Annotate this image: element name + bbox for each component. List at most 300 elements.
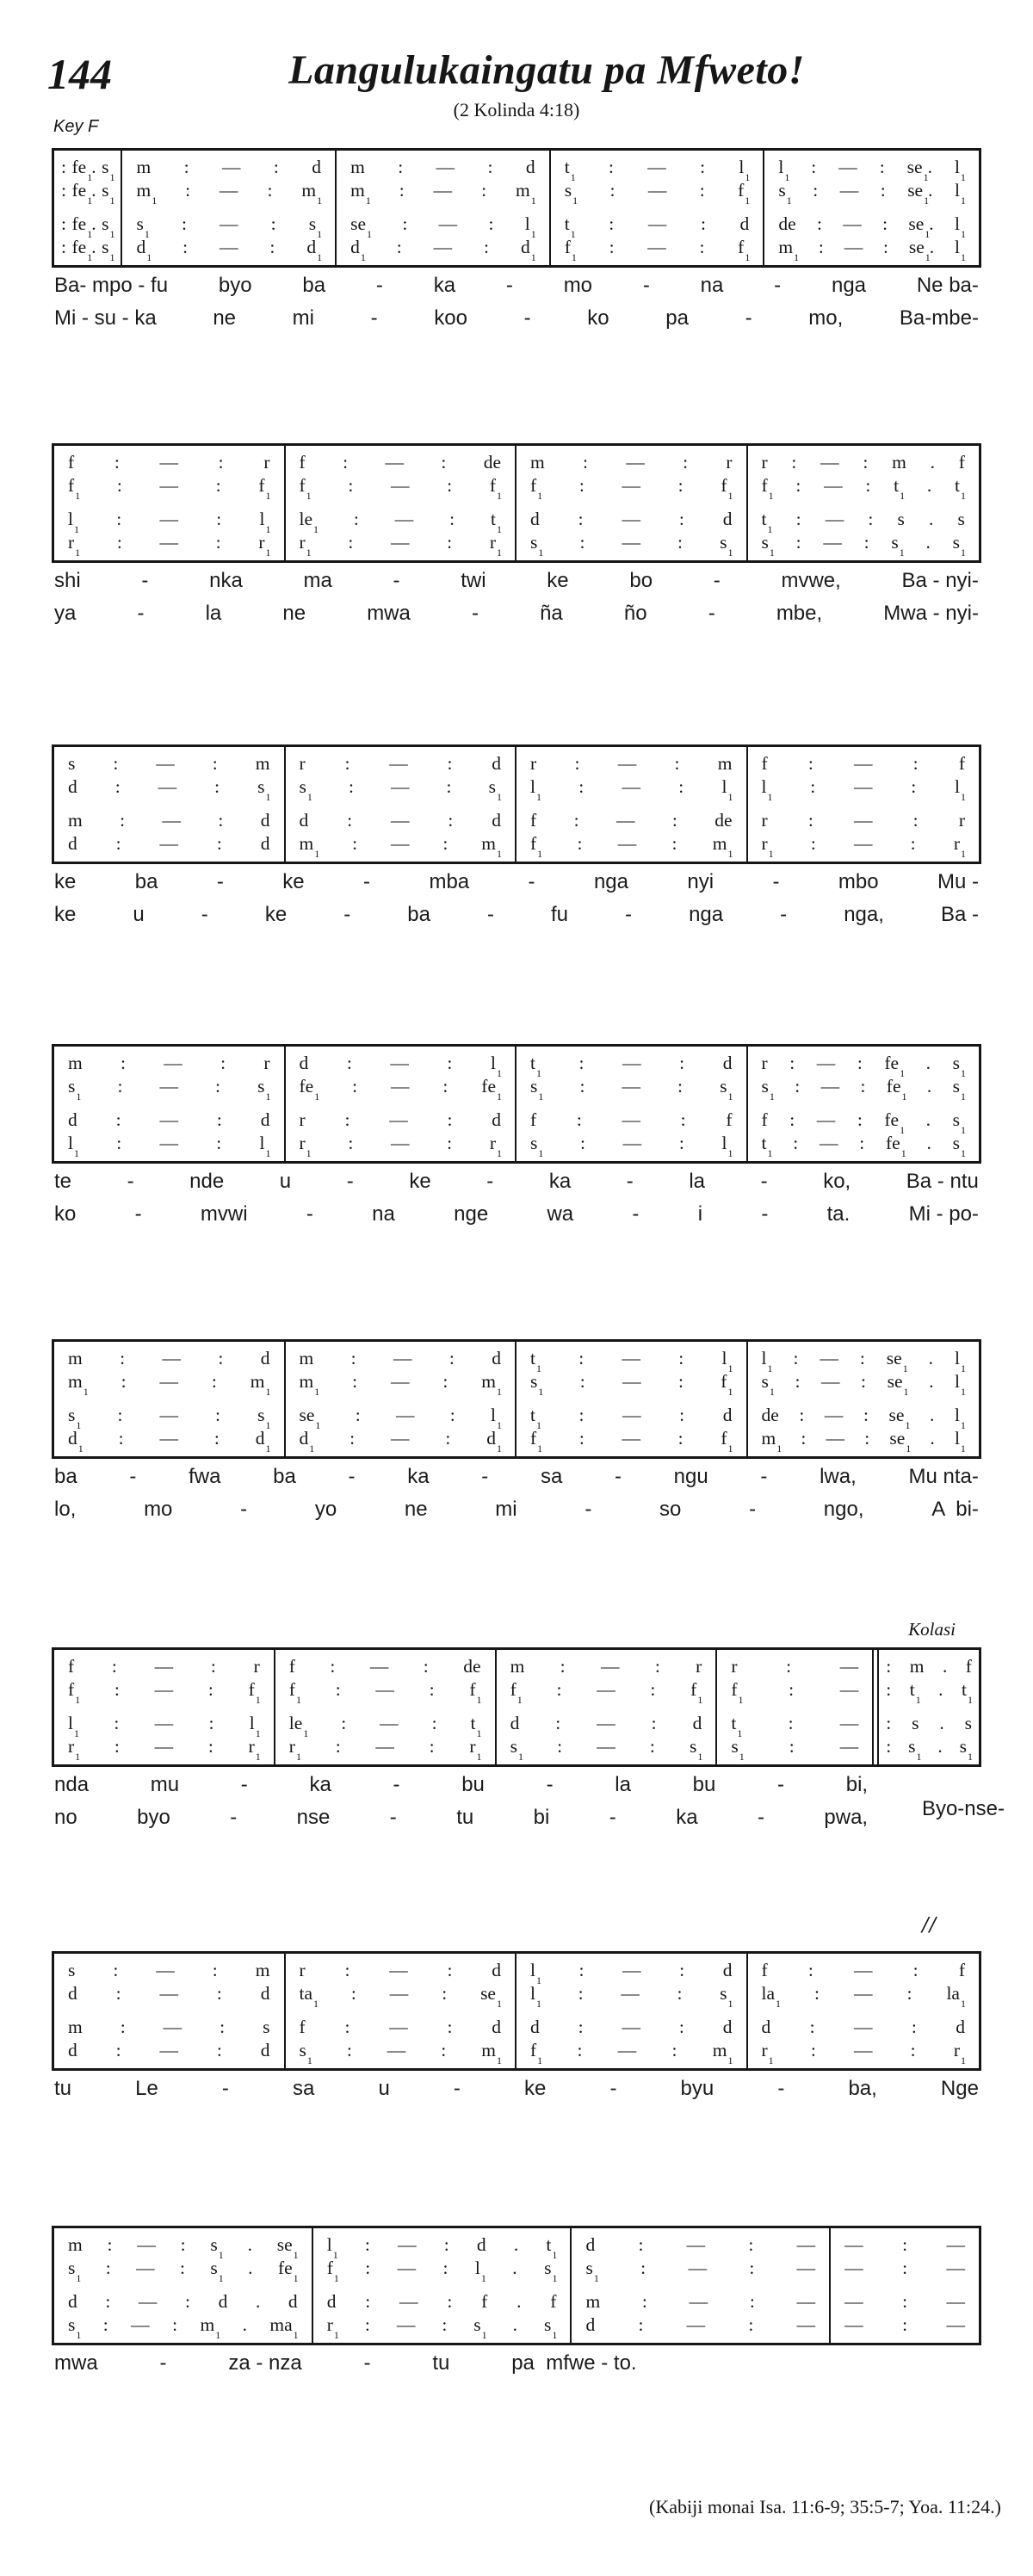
- notation-cell: [530, 775, 733, 804]
- solfa-token: d: [260, 1109, 270, 1130]
- solfa-token: :: [115, 1983, 121, 2004]
- solfa-token: —: [854, 753, 873, 774]
- solfa-token: :: [447, 753, 453, 774]
- lyric-syllable: mi: [292, 306, 314, 330]
- solfa-token: $r_1$: [288, 1736, 301, 1764]
- solfa-token: —: [380, 1713, 399, 1733]
- solfa-token: —: [436, 157, 455, 177]
- solfa-token: —: [622, 1960, 641, 1980]
- solfa-token: $d_1$: [486, 1428, 502, 1455]
- solfa-token: $s_1$: [720, 1983, 733, 2011]
- solfa-token: d: [260, 810, 270, 831]
- lyric-syllable: nga: [831, 274, 867, 297]
- solfa-token: :: [114, 1713, 120, 1733]
- solfa-token: $f_1$: [738, 180, 751, 207]
- solfa-token: $s_1$: [530, 532, 544, 559]
- solfa-token: :: [341, 1713, 347, 1733]
- notation-cell: [299, 775, 502, 804]
- solfa-token: $s_1$: [908, 1736, 922, 1764]
- solfa-token: $l_1$: [721, 1133, 733, 1160]
- solfa-token: :: [886, 1713, 892, 1733]
- notation-cell: [68, 531, 271, 559]
- solfa-token: —: [838, 157, 857, 177]
- solfa-token: :: [789, 1053, 795, 1073]
- solfa-token: r: [761, 1053, 768, 1073]
- solfa-token: —: [391, 475, 410, 496]
- solfa-token: :: [364, 2314, 370, 2335]
- solfa-token: $r_1$: [68, 532, 81, 559]
- solfa-token: $t_1$: [564, 213, 576, 241]
- measure-column: [54, 747, 286, 862]
- solfa-token: :: [111, 1656, 117, 1677]
- solfa-token: $f_1$: [469, 1679, 482, 1707]
- lyric-syllable: bo: [629, 569, 653, 592]
- lyrics-line: [54, 1170, 979, 1202]
- lyric-syllable: tu: [432, 2351, 450, 2375]
- solfa-token: .: [939, 1713, 944, 1733]
- solfa-token: :: [868, 509, 874, 529]
- solfa-token: f: [726, 1109, 733, 1130]
- solfa-token: $l_1$: [721, 776, 733, 804]
- solfa-token: d: [492, 810, 501, 831]
- notation-cell: [564, 179, 751, 207]
- solfa-token: :: [120, 1348, 126, 1368]
- lyrics-line: [54, 2351, 637, 2384]
- solfa-token: $l_1$: [761, 1348, 773, 1375]
- solfa-token: $f_1$: [530, 2040, 543, 2067]
- solfa-token: —: [854, 1960, 873, 1980]
- lyric-syllable: -: [389, 1806, 397, 1829]
- notation-cell: [530, 1959, 733, 1987]
- solfa-token: —: [398, 2234, 417, 2255]
- notation-grid: [52, 1647, 981, 1767]
- solfa-token: :: [423, 1656, 429, 1677]
- solfa-token: $r_1$: [299, 1133, 312, 1160]
- lyric-syllable: byu: [680, 2077, 714, 2100]
- solfa-token: f: [288, 1656, 295, 1677]
- solfa-token: :: [574, 753, 580, 774]
- solfa-token: $se_1$: [886, 1348, 908, 1375]
- solfa-token: —: [622, 1405, 641, 1425]
- solfa-token: :: [481, 180, 487, 201]
- solfa-token: $m_1$: [68, 1371, 89, 1399]
- lyric-syllable: -: [230, 1806, 238, 1829]
- solfa-token: :: [818, 237, 824, 257]
- lyric-syllable: -: [713, 569, 721, 592]
- solfa-token: —: [824, 475, 843, 496]
- solfa-token: :: [578, 1348, 585, 1368]
- lyric-syllable: ngo,: [823, 1498, 864, 1521]
- lyric-syllable: Mi - po-: [908, 1202, 979, 1226]
- solfa-token: :: [609, 157, 614, 177]
- solfa-token: $f_1$: [258, 475, 271, 503]
- solfa-token: :: [677, 1076, 684, 1096]
- notation-cell: [299, 1075, 502, 1103]
- solfa-token: $r_1$: [68, 1736, 81, 1764]
- solfa-token: f: [68, 1656, 75, 1677]
- solfa-token: $l_1$: [68, 509, 79, 536]
- solfa-token: :: [863, 452, 869, 473]
- solfa-token: :: [61, 180, 66, 201]
- solfa-token: .: [930, 1405, 935, 1425]
- lyric-syllable: mbo: [838, 870, 879, 893]
- solfa-token: :: [680, 1109, 686, 1130]
- lyric-syllable: shi: [54, 569, 81, 592]
- solfa-token: :: [447, 2291, 453, 2312]
- solfa-token: :: [578, 1428, 585, 1449]
- lyric-syllable: -: [523, 306, 531, 330]
- solfa-token: :: [577, 2040, 583, 2060]
- notation-cell: [68, 1655, 260, 1678]
- lyric-syllable: pa mfwe - to.: [511, 2351, 637, 2375]
- lyric-syllable: nde: [189, 1170, 225, 1193]
- solfa-token: $s_1$: [530, 1133, 544, 1160]
- solfa-token: $l_1$: [326, 2234, 338, 2262]
- lyric-syllable: mi: [495, 1498, 517, 1521]
- notation-cell: [761, 2039, 966, 2067]
- notation-cell: [299, 832, 502, 861]
- solfa-token: $s_1$: [952, 1133, 966, 1160]
- lyric-syllable: ka: [433, 274, 456, 297]
- solfa-token: —: [946, 2258, 965, 2278]
- solfa-token: $s_1$: [959, 1736, 973, 1764]
- lyric-syllable: -: [306, 1202, 313, 1226]
- lyric-syllable: Ba - ntu: [906, 1170, 979, 1193]
- notation-cell: [886, 1655, 972, 1678]
- solfa-token: —: [163, 2017, 182, 2037]
- solfa-token: —: [138, 2291, 158, 2312]
- notation-grid: [52, 1951, 981, 2071]
- solfa-token: :: [651, 1713, 657, 1733]
- solfa-token: f: [958, 452, 965, 473]
- solfa-token: d: [492, 1960, 501, 1980]
- solfa-token: :: [355, 1405, 361, 1425]
- solfa-token: $f_1$: [530, 475, 543, 503]
- lyric-syllable: -: [774, 274, 782, 297]
- solfa-token: $l_1$: [259, 1133, 271, 1160]
- solfa-token: r: [761, 452, 768, 473]
- solfa-token: $s_1$: [952, 532, 966, 559]
- solfa-token: :: [791, 452, 797, 473]
- lyric-syllable: twi: [461, 569, 486, 592]
- solfa-token: d: [722, 2017, 733, 2037]
- notation-cell: [530, 832, 733, 861]
- solfa-token: —: [796, 2314, 816, 2335]
- solfa-token: —: [154, 1713, 174, 1733]
- lyric-syllable: -: [632, 1202, 640, 1226]
- notation-cell: [68, 2290, 298, 2313]
- notation-cell: [761, 775, 966, 804]
- solfa-token: —: [220, 180, 238, 201]
- notation-cell: [299, 2039, 502, 2067]
- solfa-token: —: [647, 157, 666, 177]
- solfa-token: .: [929, 1371, 934, 1392]
- solfa-token: —: [617, 753, 637, 774]
- solfa-token: d: [530, 509, 540, 529]
- solfa-token: $l_1$: [954, 180, 966, 207]
- notation-cell: [762, 2016, 966, 2039]
- solfa-token: :: [216, 2040, 222, 2060]
- notation-cell: [288, 1712, 482, 1740]
- solfa-token: d: [722, 1960, 733, 1980]
- solfa-token: :: [671, 833, 677, 854]
- solfa-token: —: [154, 1656, 174, 1677]
- solfa-token: :: [795, 509, 801, 529]
- lyric-syllable: bu: [461, 1773, 485, 1796]
- lyric-syllable: ka: [309, 1773, 331, 1796]
- lyric-syllable: Ba - nyi-: [901, 569, 979, 592]
- solfa-token: :: [864, 1428, 870, 1449]
- solfa-token: m: [136, 157, 152, 177]
- solfa-token: $f_1$: [68, 1679, 81, 1707]
- solfa-token: $m_1$: [515, 180, 536, 207]
- notation-cell: [136, 213, 323, 241]
- solfa-token: :: [429, 1736, 435, 1757]
- lyric-syllable: nga: [689, 903, 724, 926]
- solfa-token: :: [442, 833, 448, 854]
- solfa-token: :: [556, 1679, 562, 1700]
- solfa-token: :: [886, 1736, 892, 1757]
- solfa-token: :: [857, 1109, 863, 1130]
- solfa-token: :: [807, 1960, 813, 1980]
- solfa-token: .: [516, 2291, 522, 2312]
- notation-cell: [68, 451, 270, 474]
- solfa-token: $s_1$: [473, 2314, 487, 2342]
- solfa-token: :: [700, 157, 706, 177]
- solfa-token: $t_1$: [491, 509, 502, 536]
- solfa-token: :: [674, 753, 680, 774]
- lyric-syllable: Mi - su - ka: [54, 306, 157, 330]
- solfa-token: :: [650, 1679, 656, 1700]
- lyric-syllable: Ba-mbe-: [899, 306, 979, 330]
- solfa-token: —: [136, 2258, 155, 2278]
- solfa-token: :: [215, 475, 221, 496]
- lyrics-line: [54, 903, 979, 936]
- notation-cell: [564, 213, 750, 241]
- solfa-token: d: [492, 1348, 501, 1368]
- solfa-token: m: [530, 452, 545, 473]
- notation-cell: [761, 1052, 966, 1080]
- lyric-syllable: Ba- mpo - fu: [54, 274, 169, 297]
- measure-column: [748, 1047, 980, 1161]
- lyric-syllable: -: [585, 1498, 592, 1521]
- solfa-token: :: [218, 452, 224, 473]
- solfa-token: —: [626, 452, 645, 473]
- solfa-token: :: [678, 776, 684, 797]
- solfa-token: d: [218, 2291, 228, 2312]
- solfa-token: :: [105, 2291, 111, 2312]
- solfa-token: :: [349, 1428, 356, 1449]
- solfa-token: :: [208, 1713, 214, 1733]
- solfa-token: —: [156, 1960, 175, 1980]
- solfa-token: $s_1$: [778, 180, 792, 207]
- solfa-token: :: [102, 2314, 108, 2335]
- notation-cell: [564, 156, 751, 184]
- solfa-token: —: [844, 2234, 863, 2255]
- solfa-token: m: [68, 2017, 83, 2037]
- solfa-token: $f_1$: [530, 1428, 543, 1455]
- notation-cell: [731, 1712, 859, 1740]
- notation-cell: [762, 451, 966, 474]
- notation-cell: [585, 2257, 816, 2285]
- notation-cell: [68, 1370, 271, 1399]
- solfa-token: $s_1$: [720, 1076, 733, 1103]
- solfa-token: :: [347, 810, 353, 831]
- solfa-token: :: [180, 2234, 186, 2255]
- solfa-token: :: [120, 2017, 126, 2037]
- measure-column: [54, 151, 122, 265]
- solfa-token: :: [677, 1428, 684, 1449]
- solfa-token: $l_1$: [761, 776, 773, 804]
- measure-column: [54, 1650, 275, 1764]
- solfa-token: :: [863, 532, 869, 553]
- lyric-syllable: mbe,: [776, 602, 823, 625]
- solfa-token: :: [912, 1960, 919, 1980]
- solfa-token: $fe_1$: [299, 1076, 320, 1103]
- solfa-token: $d_1$: [68, 1428, 84, 1455]
- solfa-token: $s_1$: [68, 1405, 82, 1432]
- solfa-token: de: [714, 810, 733, 831]
- measure-column: [516, 1047, 748, 1161]
- notation-cell: [530, 1347, 733, 1375]
- solfa-token: —: [844, 237, 863, 257]
- measure-column: [286, 1047, 517, 1161]
- lyric-syllable: -: [370, 306, 378, 330]
- solfa-token: :: [61, 213, 66, 234]
- solfa-token: $s_1$: [488, 776, 502, 804]
- solfa-token: —: [839, 1656, 859, 1677]
- solfa-token: —: [622, 776, 640, 797]
- solfa-token: :: [107, 2234, 113, 2255]
- notation-cell: [68, 2039, 270, 2062]
- solfa-token: :: [807, 810, 813, 831]
- solfa-token: :: [172, 2314, 178, 2335]
- notation-cell: [761, 1370, 966, 1399]
- solfa-token: .: [926, 475, 932, 496]
- solfa-token: d: [260, 1983, 270, 2004]
- solfa-token: r: [530, 753, 537, 774]
- lyric-syllable: -: [777, 2077, 785, 2100]
- notation-cell: [844, 2313, 965, 2337]
- solfa-token: $f_1$: [299, 475, 312, 503]
- solfa-token: :: [860, 1076, 866, 1096]
- solfa-token: :: [579, 532, 585, 553]
- solfa-token: .: [513, 2234, 519, 2255]
- lyric-syllable: ba: [273, 1465, 296, 1488]
- solfa-token: :: [344, 2017, 350, 2037]
- solfa-token: d: [492, 1109, 501, 1130]
- notation-cell: [300, 2016, 502, 2039]
- solfa-token: —: [389, 1983, 409, 2004]
- solfa-token: :: [911, 776, 917, 797]
- notation-cell: [761, 832, 966, 861]
- solfa-token: :: [699, 180, 705, 201]
- solfa-token: $fe_1$: [277, 2258, 299, 2285]
- solfa-token: :: [580, 1133, 586, 1153]
- solfa-token: m: [255, 753, 270, 774]
- solfa-token: $t_1$: [530, 1405, 541, 1432]
- solfa-token: :: [859, 1348, 865, 1368]
- notation-cell: [530, 1052, 733, 1080]
- solfa-token: m: [510, 1656, 525, 1677]
- notation-cell: [530, 1075, 733, 1103]
- solfa-token: :: [447, 1109, 453, 1130]
- solfa-token: d: [260, 1348, 270, 1368]
- solfa-token: —: [159, 1428, 178, 1449]
- solfa-token: :: [114, 1736, 120, 1757]
- solfa-token: —: [844, 2258, 863, 2278]
- solfa-token: $s_1$: [761, 1371, 775, 1399]
- lyric-syllable: mwa: [367, 602, 411, 625]
- solfa-token: :: [671, 2040, 677, 2060]
- solfa-token: :: [121, 1053, 126, 1073]
- notation-cell: [844, 2290, 965, 2313]
- solfa-token: :: [442, 1076, 448, 1096]
- lyrics-line: [54, 1773, 868, 1806]
- lyrics-block: [54, 274, 979, 339]
- solfa-token: m: [350, 157, 365, 177]
- solfa-token: —: [820, 1076, 840, 1096]
- solfa-token: $se_1$: [889, 1428, 912, 1455]
- solfa-token: d: [585, 2314, 596, 2335]
- solfa-token: :: [882, 213, 888, 234]
- notation-cell: [68, 1109, 270, 1132]
- lyric-syllable: -: [760, 1170, 768, 1193]
- notation-cell: [844, 2257, 965, 2280]
- solfa-token: $r_1$: [489, 532, 502, 559]
- solfa-token: :: [116, 509, 122, 529]
- solfa-token: :: [557, 1736, 563, 1757]
- solfa-token: :: [182, 237, 189, 257]
- solfa-token: $s_1$: [299, 776, 312, 804]
- notation-cell: [326, 2257, 558, 2285]
- lyric-syllable: so: [659, 1498, 682, 1521]
- solfa-token: $s_1$: [136, 213, 150, 241]
- solfa-token: :: [447, 1053, 453, 1073]
- solfa-token: $l_1$: [249, 1713, 261, 1740]
- notation-cell: [289, 1655, 481, 1678]
- solfa-token: $t_1$: [530, 1348, 541, 1375]
- lyric-syllable: -: [129, 1465, 137, 1488]
- solfa-token: $m_1$: [136, 180, 158, 207]
- solfa-token: —: [387, 2040, 406, 2060]
- solfa-token: —: [369, 1656, 389, 1677]
- solfa-token: d: [299, 810, 309, 831]
- solfa-token: :: [346, 2040, 352, 2060]
- solfa-token: .: [930, 452, 935, 473]
- solfa-token: $l_1$: [491, 1405, 502, 1432]
- scripture-footer-reference: (Kabiji monai Isa. 11:6-9; 35:5-7; Yoa. 11:24.): [649, 2496, 1001, 2517]
- solfa-token: :: [859, 1133, 865, 1153]
- solfa-token: :: [120, 810, 126, 831]
- solfa-token: $f_1$: [564, 237, 577, 264]
- notation-cell: [300, 1109, 502, 1132]
- solfa-token: $fe_1$: [481, 1076, 502, 1103]
- music-system: [52, 744, 981, 926]
- solfa-token: $l_1$: [954, 1405, 966, 1432]
- lyric-syllable: ba: [407, 903, 430, 926]
- lyric-syllable: -: [240, 1773, 248, 1796]
- solfa-token: :: [683, 452, 689, 473]
- solfa-token: :: [117, 1076, 123, 1096]
- solfa-token: —: [158, 776, 177, 797]
- lyric-syllable: -: [134, 1202, 142, 1226]
- solfa-token: —: [391, 1076, 410, 1096]
- solfa-token: :: [793, 1348, 799, 1368]
- solfa-token: :: [786, 1656, 792, 1677]
- solfa-token: :: [350, 1348, 356, 1368]
- solfa-token: .: [928, 1348, 934, 1368]
